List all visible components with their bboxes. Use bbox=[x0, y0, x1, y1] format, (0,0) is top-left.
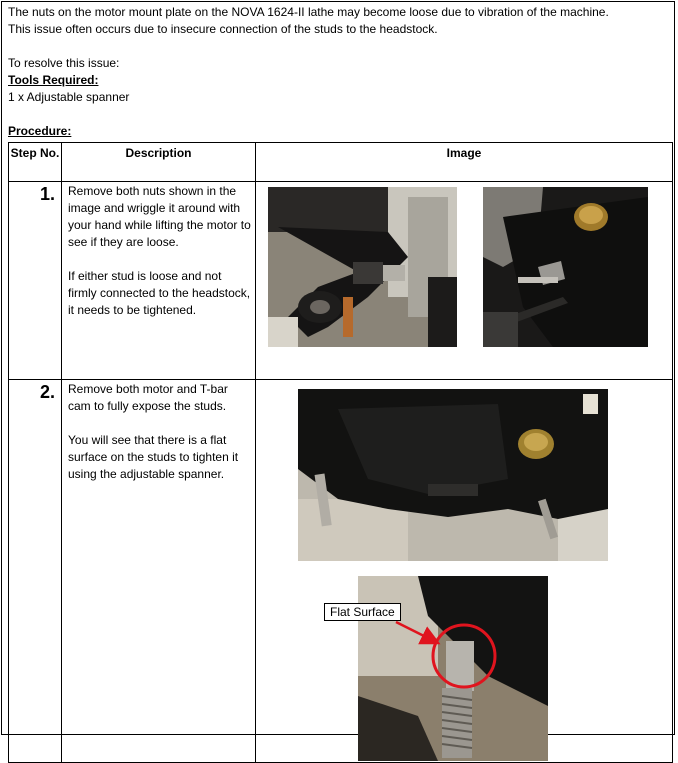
step-images bbox=[256, 182, 673, 380]
description-paragraph: Remove both nuts shown in the image and wriggle it around with your hand while lifting the motor to see if they are loose. bbox=[68, 184, 251, 249]
intro-section bbox=[8, 4, 673, 140]
header-step: Step No. bbox=[9, 143, 62, 182]
step-number: 2. bbox=[9, 380, 62, 763]
resolve-text: To resolve this issue: bbox=[8, 56, 120, 70]
table-row bbox=[9, 182, 673, 380]
description-paragraph: If either stud is loose and not firmly connected to the headstock, it needs to be tightened. bbox=[68, 269, 251, 317]
photo-stud-brass-cap bbox=[483, 187, 648, 347]
intro-line-2: This issue often occurs due to insecure connection of the studs to the headstock. bbox=[8, 22, 438, 36]
document-page bbox=[1, 1, 675, 735]
table-row bbox=[9, 380, 673, 763]
header-description: Description bbox=[62, 143, 256, 182]
description-paragraph: Remove both motor and T-bar cam to fully expose the studs. bbox=[68, 382, 228, 413]
description-paragraph: You will see that there is a flat surface on the studs to tighten it using the adjustable spanner. bbox=[68, 433, 239, 481]
flat-surface-callout: Flat Surface bbox=[324, 603, 401, 621]
step-images bbox=[256, 380, 673, 763]
step-description bbox=[62, 380, 256, 763]
intro-line-1: The nuts on the motor mount plate on the NOVA 1624-II lathe may become loose due to vibration of the machine. bbox=[8, 5, 609, 19]
photo-motor-mount-nut bbox=[268, 187, 457, 347]
tools-heading: Tools Required: bbox=[8, 73, 99, 87]
table-header-row bbox=[9, 143, 673, 182]
step-description bbox=[62, 182, 256, 380]
step-number: 1. bbox=[9, 182, 62, 380]
procedure-table bbox=[8, 142, 673, 763]
procedure-heading: Procedure: bbox=[8, 124, 72, 138]
tools-list: 1 x Adjustable spanner bbox=[8, 90, 130, 104]
header-image: Image bbox=[256, 143, 673, 182]
photo-exposed-studs bbox=[298, 389, 608, 561]
